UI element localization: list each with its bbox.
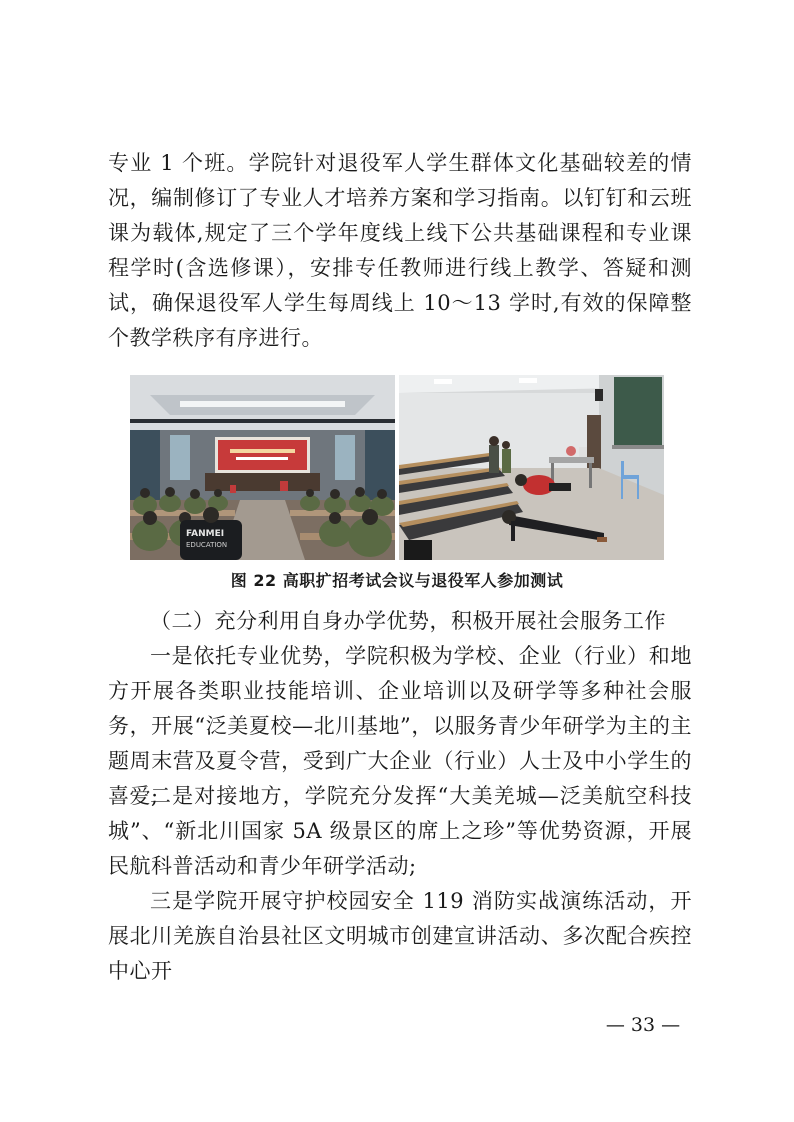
photo-veteran-fitness-test	[399, 375, 664, 560]
paragraph-local-resources: 二是对接地方，学院充分发挥“大美羌城—泛美航空科技城”、“新北川国家 5A 级景区的席上之珍”等优势资源，开展民航科普活动和青少年研学活动;	[108, 784, 692, 878]
paragraph-campus-safety: 三是学院开展守护校园安全 119 消防实战演练活动，开展北川羌族自治县社区文明城市创建宣讲活动、多次配合疾控中心开	[108, 889, 692, 983]
paragraph-enrollment-teaching: 专业 1 个班。学院针对退役军人学生群体文化基础较差的情况，编制修订了专业人才培养方案和学习指南。以钉钉和云班课为载体,规定了三个学年度线上线下公共基础课程和专业课程学时(含选修课），安排专任教师进行线上教学、答疑和测试，确保退役军人学生每周线上 10～13 学时,有效的保障整个教学秩序有序进行。	[108, 151, 692, 350]
paragraph-professional-advantage: 一是依托专业优势，学院积极为学校、企业（行业）和地方开展各类职业技能培训、企业培训以及研学等多种社会服务，开展“泛美夏校—北川基地”，以服务青少年研学为主的主题周末营及夏令营，受到广大企业（行业）人士及中小学生的喜爱;	[108, 644, 692, 808]
figure-caption: 图 22 高职扩招考试会议与退役军人参加测试	[230, 571, 564, 590]
section-heading: （二）充分利用自身办学优势，积极开展社会服务工作	[150, 609, 666, 633]
figure-22-photos	[130, 375, 664, 560]
photo-exam-meeting	[130, 375, 395, 560]
vest-text-fanmei: FANMEI	[186, 529, 225, 539]
vest-text-education: EDUCATION	[186, 541, 228, 549]
page-number: — 33 —	[605, 1014, 681, 1036]
